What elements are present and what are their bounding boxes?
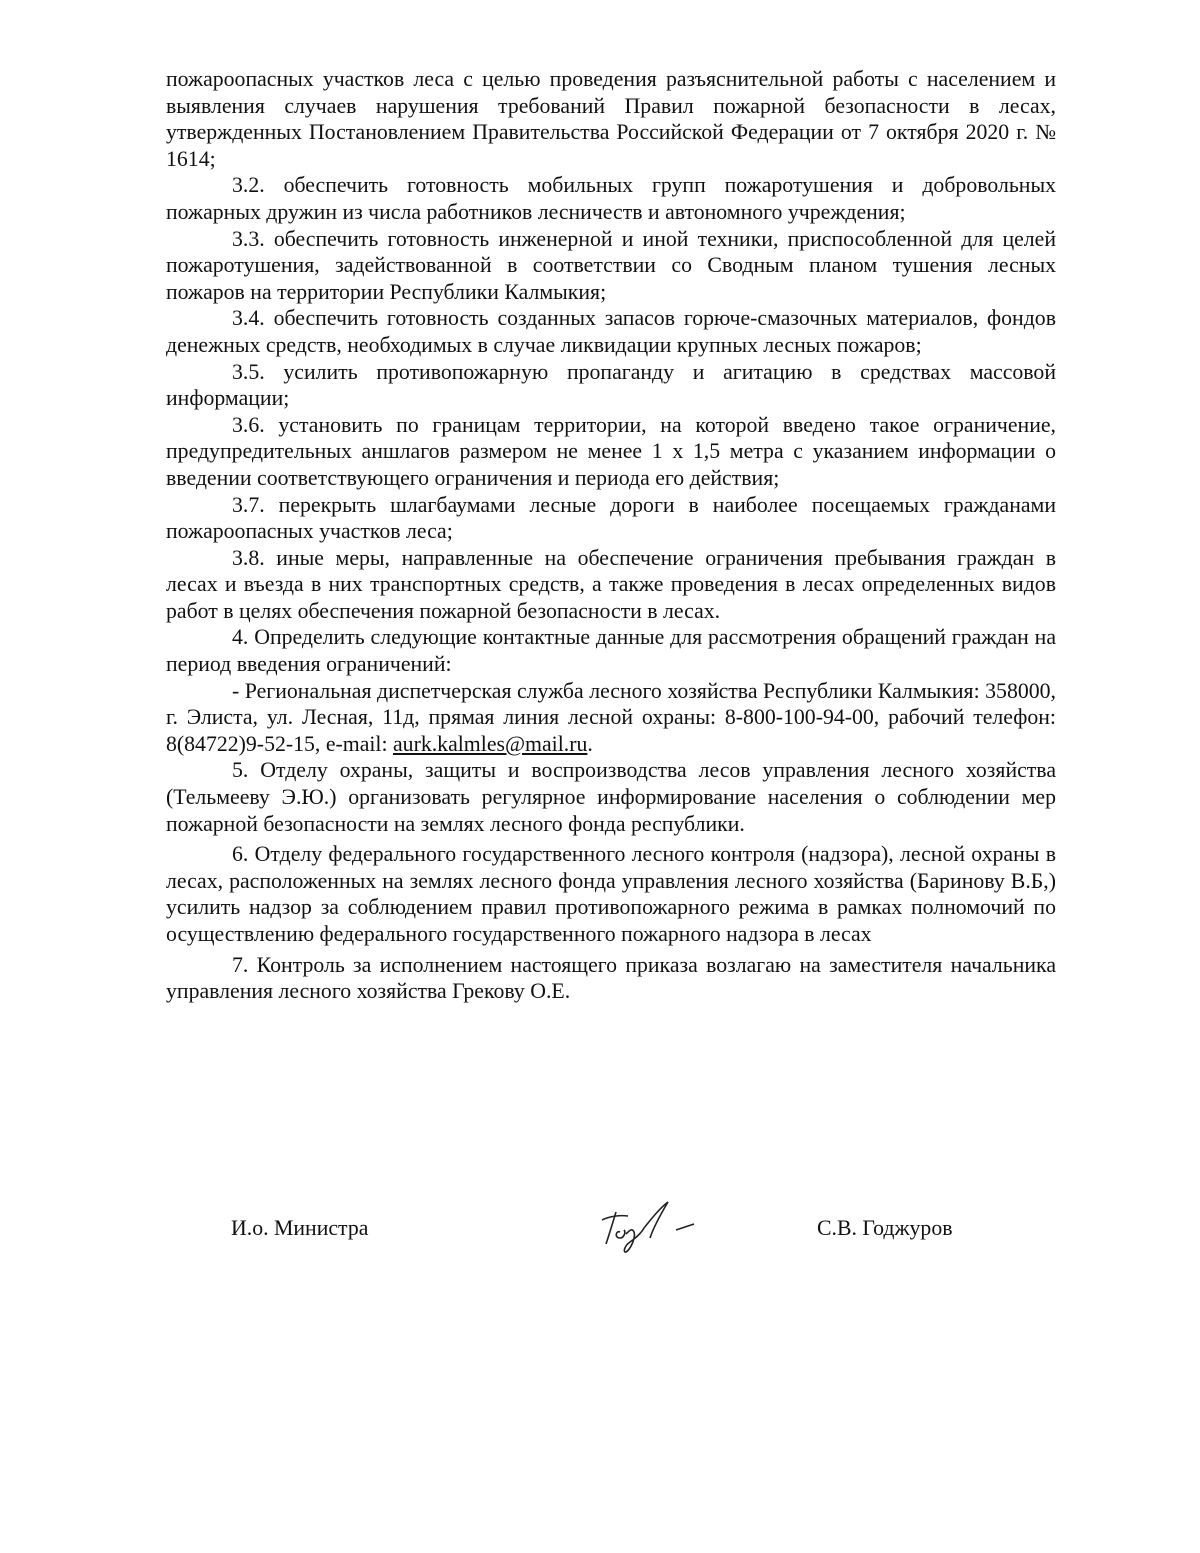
document-body (166, 66, 1056, 1005)
paragraph-3-6: 3.6. установить по границам территории, на которой введено такое ограничение, предупредительных аншлагов размером не менее 1 х 1,5 метра с указанием информации о введении соответствующего ограничения и периода его действия; (166, 412, 1056, 490)
paragraph-3-3: 3.3. обеспечить готовность инженерной и иной техники, приспособленной для целей пожаротушения, задействованной в соответствии со Сводным планом тушения лесных пожаров на территории Республики Калмыкия; (166, 226, 1056, 304)
paragraph-5: 5. Отделу охраны, защиты и воспроизводства лесов управления лесного хозяйства (Тельмееву Э.Ю.) организовать регулярное информирование населения о соблюдении мер пожарной безопасности на землях лесного фонда республики. (166, 758, 1056, 836)
paragraph-4: 4. Определить следующие контактные данные для рассмотрения обращений граждан на период введения ограничений: (166, 625, 1056, 677)
signatory-name: С.В. Годжуров (817, 1216, 953, 1240)
contact-email-link[interactable]: aurk.kalmles@mail.ru (393, 731, 588, 756)
paragraph-contact (166, 678, 1056, 758)
contact-text: - Региональная диспетчерская служба лесного хозяйства Республики Калмыкия: 358000, г. Элиста, ул. Лесная, 11д, прямая линия лесной охраны: 8-800-100-94-00, рабочий телефон: 8(84722)9-52-15, e-mail: (166, 678, 1056, 756)
paragraph-3-8: 3.8. иные меры, направленные на обеспечение ограничения пребывания граждан в лесах и въезда в них транспортных средств, а также проведения в лесах определенных видов работ в целях обеспечения пожарной безопасности в лесах. (166, 545, 1056, 623)
paragraph-intro: пожароопасных участков леса с целью проведения разъяснительной работы с населением и выявления случаев нарушения требований Правил пожарной безопасности в лесах, утвержденных Постановлением Правительства Российской Федерации от 7 октября 2020 г. № 1614; (166, 67, 1056, 171)
paragraph-3-4: 3.4. обеспечить готовность созданных запасов горюче-смазочных материалов, фондов денежных средств, необходимых в случае ликвидации крупных лесных пожаров; (166, 306, 1056, 357)
paragraph-3-2: 3.2. обеспечить готовность мобильных групп пожаротушения и добровольных пожарных дружин из числа работников лесничеств и автономного учреждения; (166, 173, 1056, 224)
contact-end: . (587, 731, 593, 756)
paragraph-3-7: 3.7. перекрыть шлагбаумами лесные дороги в наиболее посещаемых гражданами пожароопасных участков леса; (166, 492, 1056, 544)
signature-block (0, 1198, 1200, 1268)
handwritten-signature-icon (596, 1198, 706, 1258)
signatory-role: И.о. Министра (231, 1216, 369, 1240)
paragraph-7: 7. Контроль за исполнением настоящего приказа возлагаю на заместителя начальника управления лесного хозяйства Грекову О.Е. (166, 952, 1056, 1004)
paragraph-6: 6. Отделу федерального государственного лесного контроля (надзора), лесной охраны в лесах, расположенных на землях лесного фонда управления лесного хозяйства (Баринову В.Б,) усилить надзор за соблюдением правил противопожарного режима в рамках полномочий по осуществлению федерального государственного пожарного надзора в лесах (166, 842, 1056, 946)
paragraph-3-5: 3.5. усилить противопожарную пропаганду и агитацию в средствах массовой информации; (166, 359, 1056, 411)
